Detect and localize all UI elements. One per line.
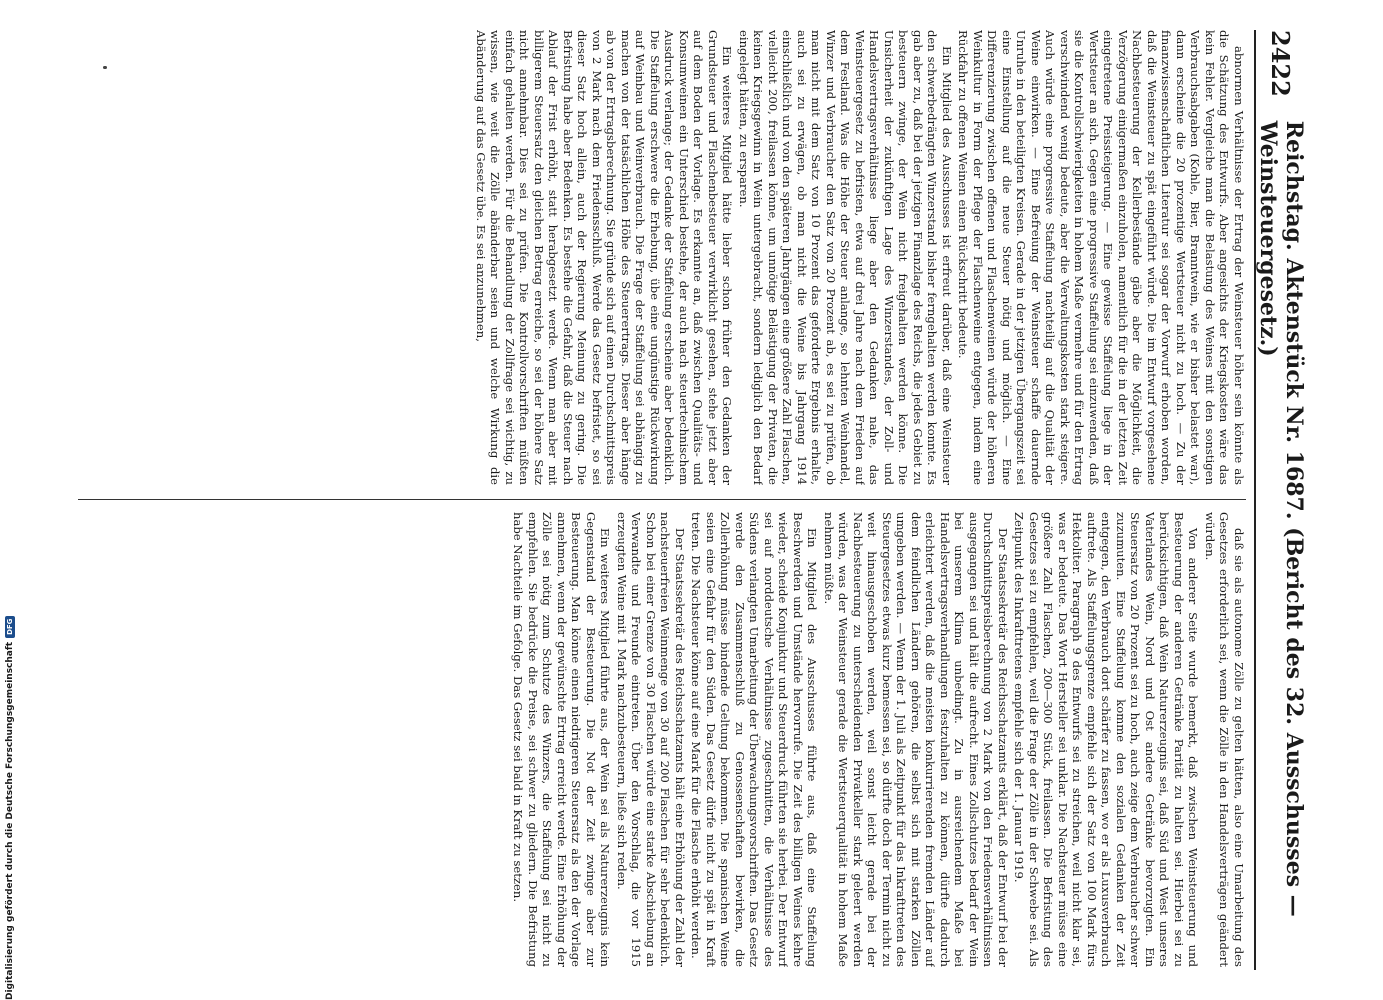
column-divider — [78, 499, 1246, 500]
paragraph: abnormen Verhältnisse der Ertrag der Weinsteuer höher sein könnte als die Schätzung des Entwurfs. Aber angesichts der Kriegskosten wäre das kein Fehler. Vergleiche man die Belastung des Weines mit den sonstigen Verbrauchsabgaben (Kohle, Bier, Branntwein, wie er bisher belastet war), dann erscheine die 20 prozentige Wertsteuer nicht zu hoch. — Zu der finanzwissenschaftlichen Literatur sei sogar der Vorwurf erhoben worden, daß die Weinsteuer zu spät eingeführt würde. Die im Entwurf vorgesehene Nachbesteuerung der Kellerbestände gäbe aber die Möglichkeit, die Verzögerung einigermaßen einzuholen, namentlich für die in der letzten Zeit eingetretene Preissteigerung. — Eine gewisse Staffelung liege in der Wertsteuer an sich. Gegen eine progressive Staffelung sei einzuwenden, daß sie die Kontrollschwierigkeiten in hohem Maße vermehre und für den Ertrag verschwindend wenig bedeute, aber die Verwaltungskosten stark steigere. Auch würde eine progressive Staffelung nachteilig auf die Qualität der Weine einwirken. — Eine Befreiung der Weinsteuer schaffe dauernde Unruhe in den beteiligten Kreisen. Gerade in der jetzigen Übergangszeit sei eine Einstellung auf die neue Steuer nötig und möglich. — Eine Differenzierung zwischen offenen und Flaschenweinen würde der höheren Weinkultur in Form der Pflege der Flaschenweine entgegen, indem eine Rückfahr zu offenen Weinen einen Rückschritt bedeute. — [956, 30, 1246, 485]
page-number: 2422 — [1266, 30, 1296, 97]
digitization-footer — [3, 612, 17, 1000]
dfg-logo-icon: DFG — [5, 616, 15, 638]
text-column-right — [86, 512, 1246, 967]
paragraph: Ein weiteres Mitglied hätte lieber schon früher den Gedanken der Grundsteuer und Flaschenbesteuer verwirklicht gesehen, stehe jetzt aber auf dem Boden der Vorlage. Es erkannte an, daß zwischen Qualitäts- und Konsumweinen ein Unterschied bestehe, der auch nach steuertechnischem Ausdruck verlange; der Gedanke der Staffelung erscheine aber bedenklich. Die Staffelung erschwere die Erhebung, übe eine ungünstige Rückwirkung auf Weinbau und Weinverbrauch. Die Frage der Staffelung sei abhängig zu machen von der tatsächlichen Höhe des Steuerertrags. Dieser aber hänge ab von der Ertragsberechnung. Sie gründe sich auf einen Durchschnittspreis von 2 Mark nach dem Friedensschluß. Werde das Gesetz befristet, so sei dieser Satz hoch allein, auch der Regierung Meinung zu gering. Die Befristung habe aber Bedenken. Es bestehe die Gefahr, daß die Steuer nach Ablauf der Frist erhöht, statt herabgesetzt werde. Wenn man aber mit billigerem Steuersatz den gleichen Betrag erreiche, so sei der höhere Satz nicht annehmbar. Dies sei zu prüfen. Die Kontrollvorschriften müßten einfach gehalten werden. Für die Behandlung der Zollfrage sei wichtig, zu wissen, wie weit die Zölle abänderbar seien und welche Wirkung die Abänderung auf das Gesetz übe. Es sei anzunehmen, — [474, 30, 735, 485]
paragraph: Der Staatssekretär des Reichsschatzamts hält eine Erhöhung der Zahl der nachsteuerfreien Weinmenge von 30 auf 200 Flaschen für sehr bedenklich. Schon bei einer Grenze von 30 Flaschen würde eine starke Abschiebung an Verwandte und Freunde eintreten. Über den Vorschlag, die vor 1915 erzeugten Weine mit 1 Mark nachzubesteuern, ließe sich reden. — [615, 512, 687, 967]
page-title: Reichstag. Aktenstück Nr. 1687. (Bericht des 32. Ausschusses — Weinsteuergesetz.) — [1255, 120, 1307, 917]
text-column-left — [86, 30, 1246, 485]
paragraph: Der Staatssekretär des Reichsschatzamts erklärt, daß der Entwurf bei der Durchschnittspreisberechnung von 2 Mark von den Friedensverhältnissen ausgegangen sei und hält die aufrecht. Eines Zollschutzes bedarf der Wein bei unserem Klima unbedingt. Zu in ausreichendem Maße bei Handelsvertragsverhandlungen festzuhalten zu können, dürfte dadurch erleichtert werden, daß die meisten konkurrierenden fremden Länder auf dem feindlichen Ländern gehören, die selbst sich mit starken Zöllen umgeben werden. — Wenn der 1. Juli als Zeitpunkt für das Inkrafttreten des Steuergesetzes etwas kurz bemessen sei, so dürfte doch der Termin nicht zu weit hinausgeschoben werden, weil sonst leicht gerade bei der Nachbesteuerung zu unterscheidenden Privatkeller stark geleert werden würden, was der Weinsteuer gerade die Wertsteuerqualität in hohem Maße nehmen müßte. — [822, 512, 1010, 967]
paragraph: Von anderer Seite wurde bemerkt, daß zwischen Weinsteuerung und Besteuerung der anderen Getränke Parität zu halten sei. Hierbei sei zu berücksichtigen, daß Wein Naturerzeugnis sei, daß Süd und West unseres Vaterlandes Wein, Nord und Ost andere Getränke bevorzugten. Ein Steuersatz von 20 Prozent sei zu hoch, auch zeige dem Verbraucher schwer zuzumuten. Eine Staffelung komme den sozialen Gedanken der Zeit entgegen, den Verbrauch dort schärfer zu fassen, wo er als Luxusverbrauch auftrete. Als Staffelungsgrenze empfehle sich der Satz von 100 Mark fürs Hektoliter. Paragraph 9 des Entwurfs sei zu streichen, weil nicht klar sei, was er bedeute. Das Wort Hersteller sei unklar. Die Nachsteuer müsse eine größere Zahl Flaschen, 200—300 Stück, freilassen. Die Befristung des Gesetzes sei zu empfehlen, weil die Frage der Zölle in der Schwebe sei. Als Zeitpunkt des Inkrafttretens empfehle sich der 1. Januar 1919. — [1012, 512, 1201, 967]
scan-speck — [103, 66, 107, 69]
paragraph: Ein weiteres Mitglied führte aus, der Wein sei als Naturerzeugnis kein Gegenstand der Besteuerung. Die Not der Zeit zwinge aber zur Besteuerung. Man könne einen niedrigeren Steuersatz als den der Vorlage annehmen, wenn der gewünschte Ertrag erreicht werde. Eine Erhöhung der Zölle sei nötig zum Schutze des Winzers, die Staffelung sei nicht zu empfehlen. Sie bedrücke die Preise, sei schwer zu gliedern. Die Befristung habe Nachteile im Gefolge. Das Gesetz sei bald in Kraft zu setzen. — [511, 512, 613, 967]
document-page — [76, 30, 1306, 970]
page-header — [1254, 30, 1306, 970]
paragraph: Ein Mitglied des Ausschusses führte aus, daß eine Staffelung Beschwerden und Umstände hervorrufe. Die Zeit des billigen Weines kehre wieder, scheide Konjunktur und Steuerdruck führten sie herbei. Der Entwurf sei auf norddeutsche Verhältnisse zugeschnitten, die Verhältnisse des Südens verlangten Umarbeitung der Überwachungsvorschriften. Das Gesetz werde den Zusammenschluß zu Genossenschaften bewirken, die Zollerhöhung müsse bindende Geltung bekommen. Die spanischen Weine seien eine Gefahr für den Süden. Das Gesetz dürfe nicht zu spät in Kraft treten. Die Nachsteuer könne auf eine Mark für die Flasche erhöht werden. — [689, 512, 820, 967]
paragraph: Ein Mitglied des Ausschusses ist erfreut darüber, daß eine Weinsteuer den schwerbedrängten Winzerstand bisher ferngehalten werden konnte. Es gab aber zu, daß bei der jetzigen Finanzlage des Reichs, die jedes Gebiet zu besteuern zwinge, der Wein nicht freigehalten werden könne. Die Unsicherheit der zukünftigen Lage des Winzerstandes, der Zoll- und Handelsvertragsverhältnisse liege aber den Gedanken nahe, das Weinsteuergesetz zu befristen, etwa auf drei Jahre nach dem Frieden auf dem Festland. Was die Höhe der Steuer anlange, so lehnten Weinhandel, Winzer und Verbraucher den Satz von 20 Prozent ab, es sei zu prüfen, ob man nicht mit dem Satz von 10 Prozent das geforderte Ergebnis erhalte, auch sei zu erwägen, ob man nicht die Weine bis Jahrgang 1914 einschließlich und von den späteren Jahrgängen eine größere Zahl Flaschen, vielleicht 200, freilassen könne, um unnötige Belästigung der Privaten, die keinen Kriegsgewinn in Wein untergebracht, sondern lediglich den Bedarf eingelegt hätten, zu ersparen. — [737, 30, 954, 485]
paragraph: daß sie als autonome Zölle zu gelten hätten, also eine Umarbeitung des Gesetzes erforderlich sei, wenn die Zölle in den Handelsverträgen geändert würden. — [1203, 512, 1246, 967]
footer-text: Digitalisierung gefördert durch die Deutsche Forschungsgemeinschaft — [5, 641, 15, 1000]
